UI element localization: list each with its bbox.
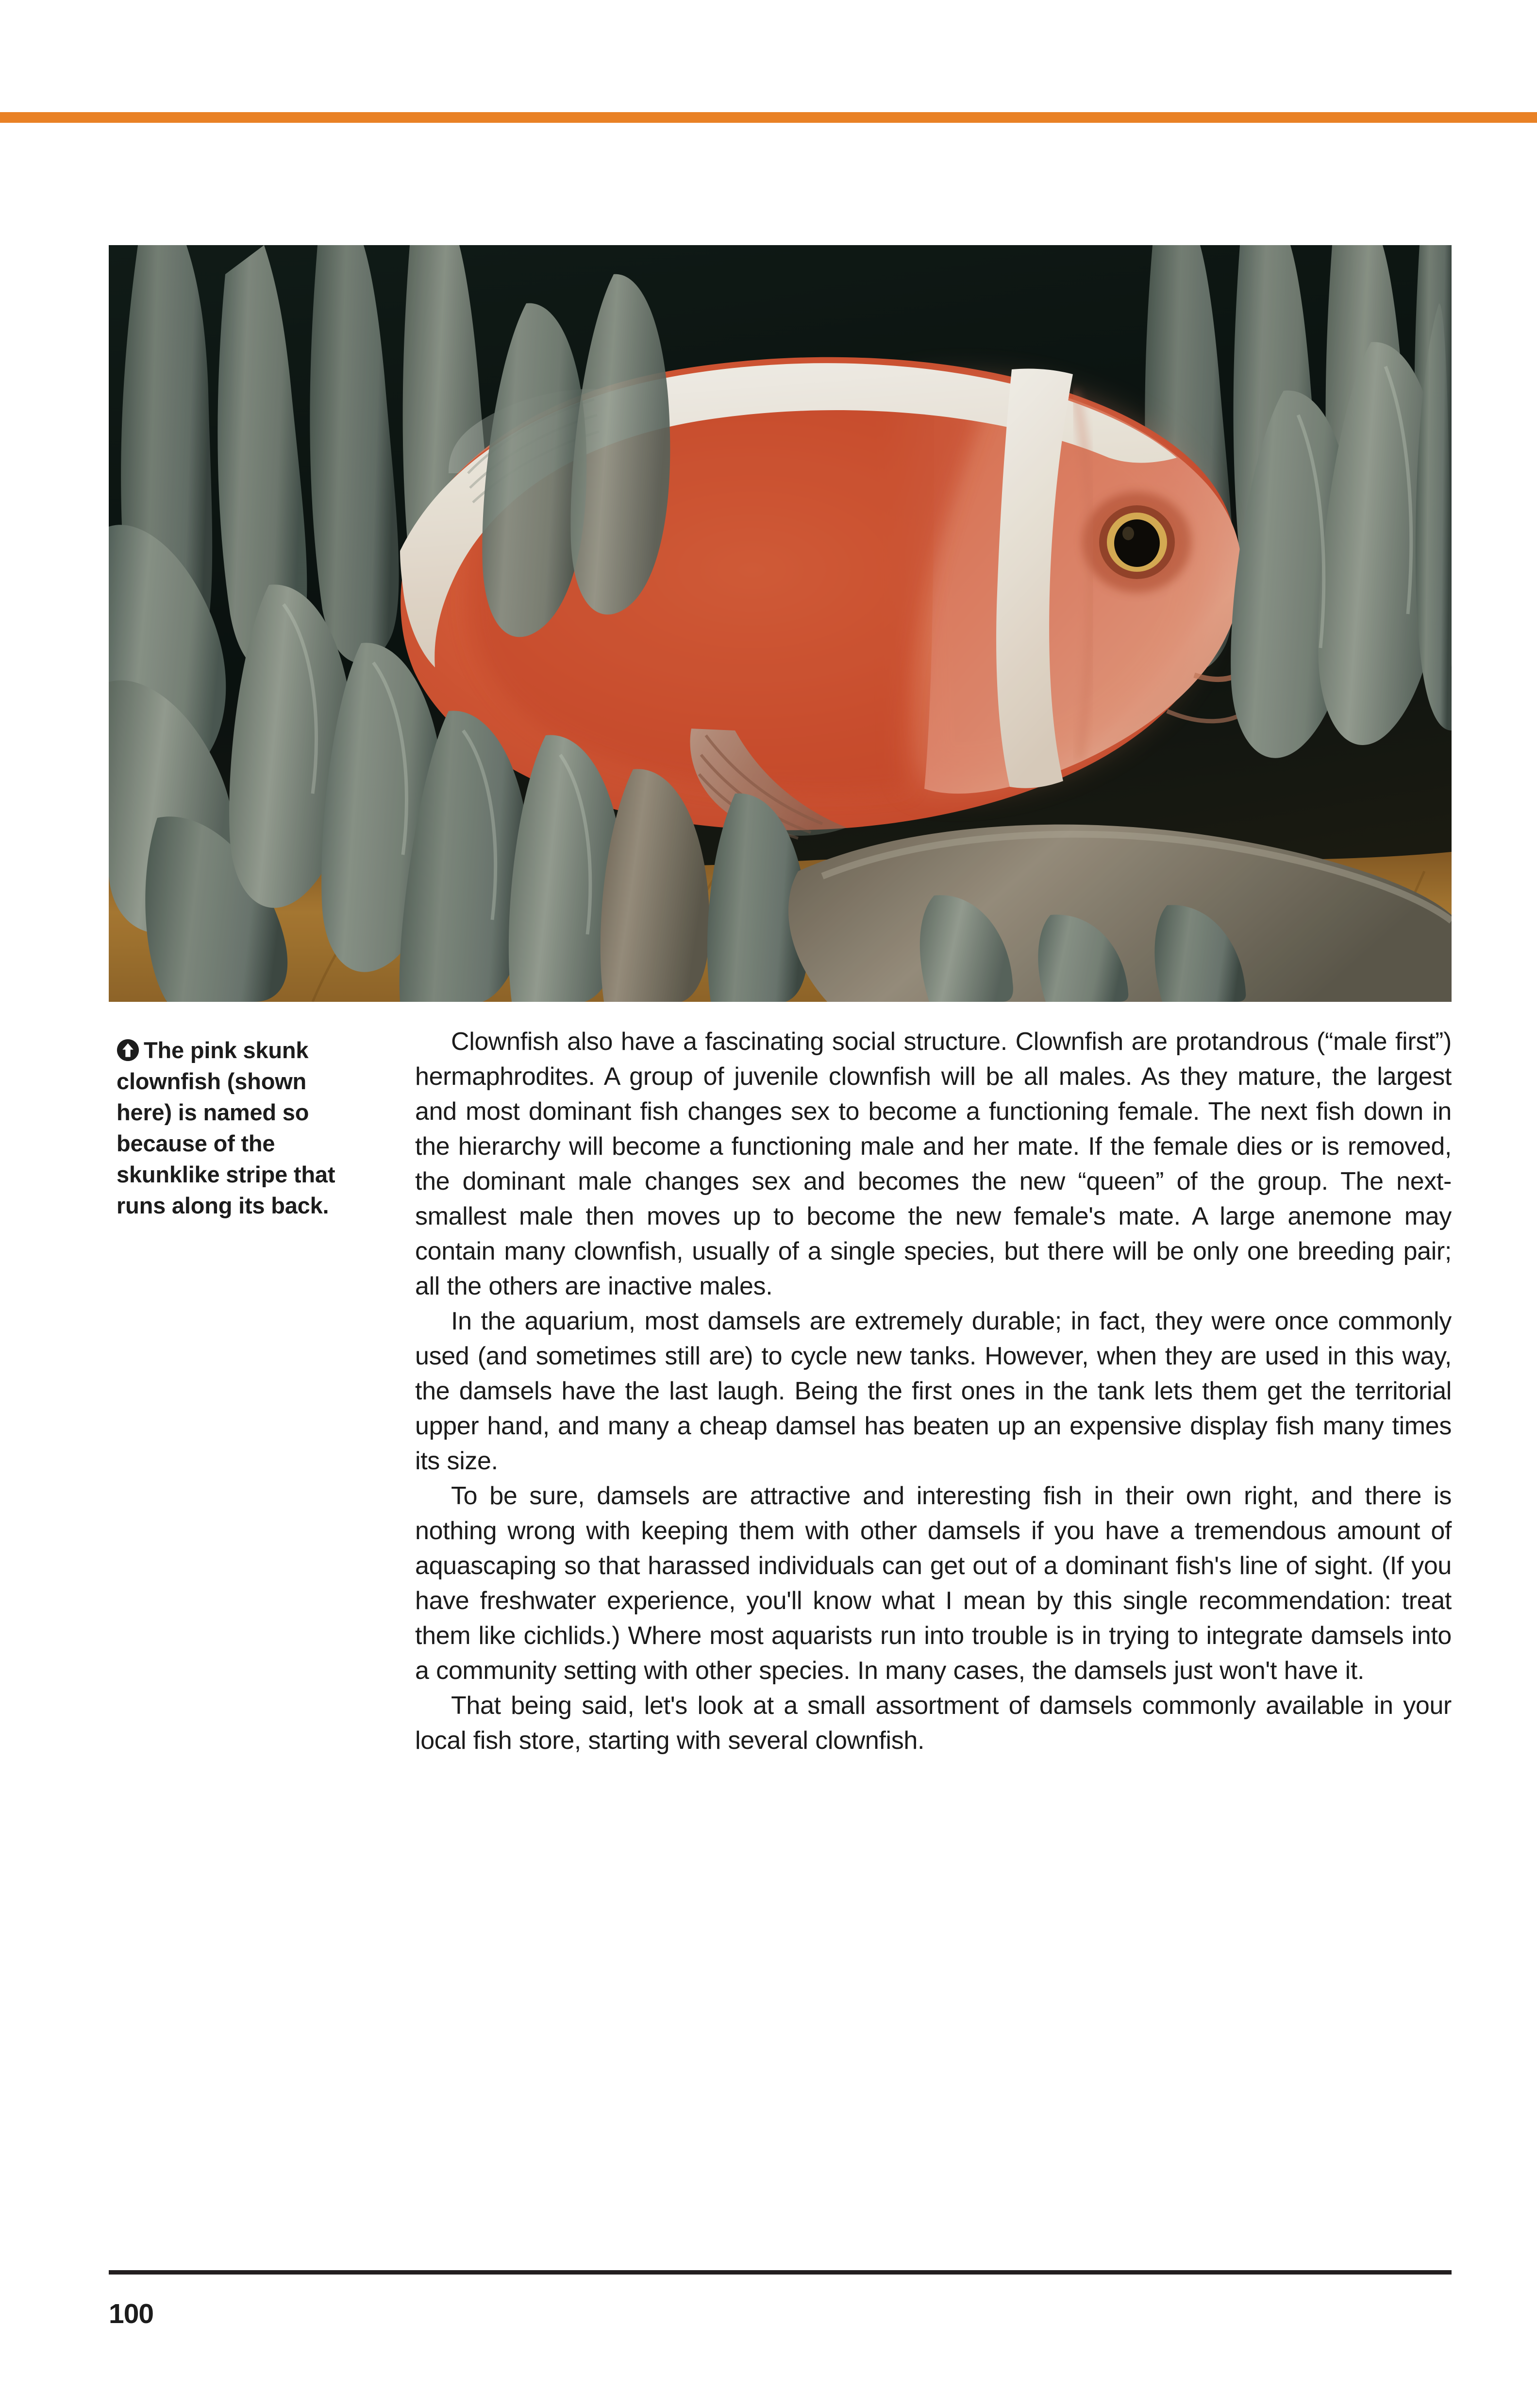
page-number: 100 (109, 2298, 154, 2329)
figure-caption-column (117, 1035, 359, 1221)
footer-rule (109, 2270, 1452, 2275)
body-paragraph-1: Clownfish also have a fascinating social structure. Clownfish are protandrous (“male first”) hermaphrodites. A group of juvenile clownfish will be all males. As they mature, the largest and most dominant fish changes sex to become a functioning female. The next fish down in the hierarchy will become a functioning male and her mate. If the female dies or is removed, the dominant male changes sex and becomes the new “queen” of the group. The next-smallest male then moves up to become the new female's mate. A large anemone may contain many clownfish, usually of a single species, but there will be only one breeding pair; all the others are inactive males. (415, 1028, 1452, 1301)
figure-caption (117, 1035, 359, 1221)
figure-caption-text: The pink skunk clownfish (shown here) is named so because of the skunklike stripe that runs along its back. (117, 1037, 335, 1218)
body-paragraph-4: That being said, let's look at a small assortment of damsels commonly available in your local fish store, starting with several clownfish. (415, 1692, 1452, 1755)
body-paragraph-3: To be sure, damsels are attractive and interesting fish in their own right, and there is nothing wrong with keeping them with other damsels if you have a tremendous amount of aquascaping so that harassed individuals can get out of a dominant fish's line of sight. (If you have freshwater experience, you'll know what I mean by this single recommendation: treat them like cichlids.) Where most aquarists run into trouble is in trying to integrate damsels into a community setting with other species. In many cases, the damsels just won't have it. (415, 1482, 1452, 1685)
up-arrow-circle-icon (117, 1039, 139, 1062)
clownfish-photograph (109, 245, 1452, 1002)
body-text-column (415, 1024, 1452, 1758)
body-paragraph-2: In the aquarium, most damsels are extremely durable; in fact, they were once commonly used (and sometimes still are) to cycle new tanks. However, when they are used in this way, the damsels have the last laugh. Being the first ones in the tank lets them get the territorial upper hand, and many a cheap damsel has beaten up an expensive display fish many times its size. (415, 1307, 1452, 1476)
top-accent-rule (0, 112, 1537, 123)
photo-illustration (109, 245, 1452, 1002)
